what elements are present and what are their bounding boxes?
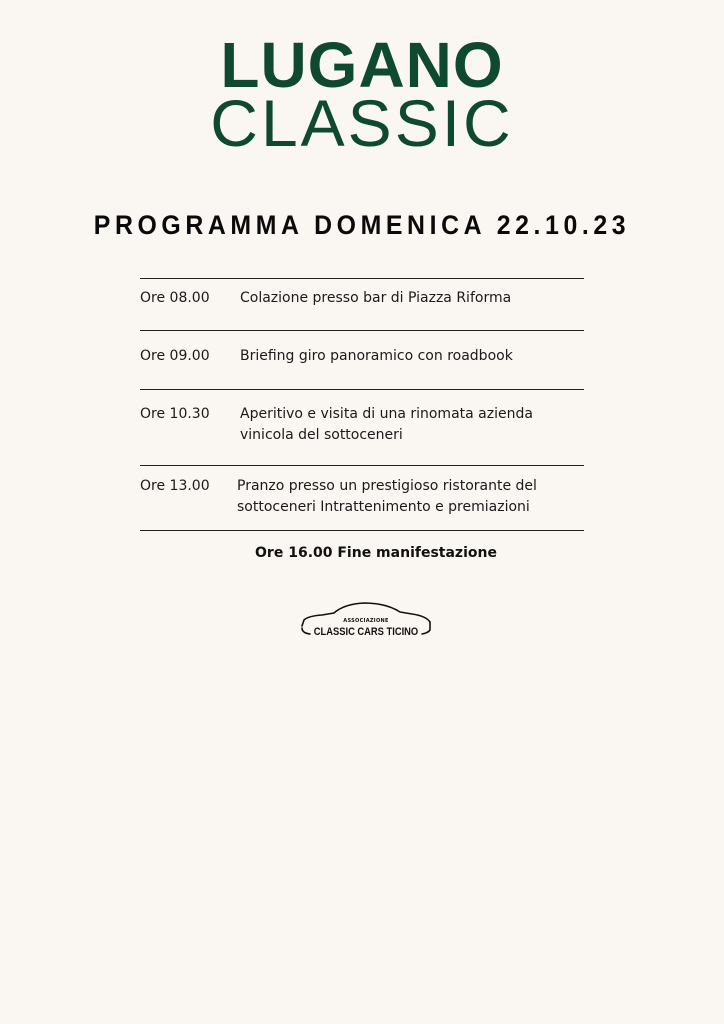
schedule-description: Aperitivo e visita di una rinomata azienda vinicola del sottoceneri xyxy=(240,406,533,443)
divider xyxy=(140,278,584,279)
association-label: ASSOCIAZIONE xyxy=(343,618,389,624)
divider xyxy=(140,465,584,466)
schedule-description: Colazione presso bar di Piazza Riforma xyxy=(240,290,512,306)
schedule-description: Pranzo presso un prestigioso ristorante del sottoceneri Intrattenimento e premiazioni xyxy=(237,478,537,515)
schedule-time: Ore 09.00 xyxy=(140,348,210,364)
schedule-time: Ore 08.00 xyxy=(140,290,210,306)
schedule-time: Ore 13.00 xyxy=(140,478,210,494)
logo-classic: CLASSIC xyxy=(210,86,514,160)
association-name: CLASSIC CARS TICINO xyxy=(313,626,419,638)
schedule-time: Ore 10.30 xyxy=(140,406,210,422)
schedule-description: Briefing giro panoramico con roadbook xyxy=(240,348,513,364)
divider xyxy=(140,330,584,331)
closing-note: Ore 16.00 Fine manifestazione xyxy=(255,545,497,561)
divider xyxy=(140,389,584,390)
association-logo xyxy=(300,600,432,644)
logo-lugano: LUGANO xyxy=(220,29,504,101)
page-title: PROGRAMMA DOMENICA 22.10.23 xyxy=(93,210,631,240)
divider xyxy=(140,530,584,531)
